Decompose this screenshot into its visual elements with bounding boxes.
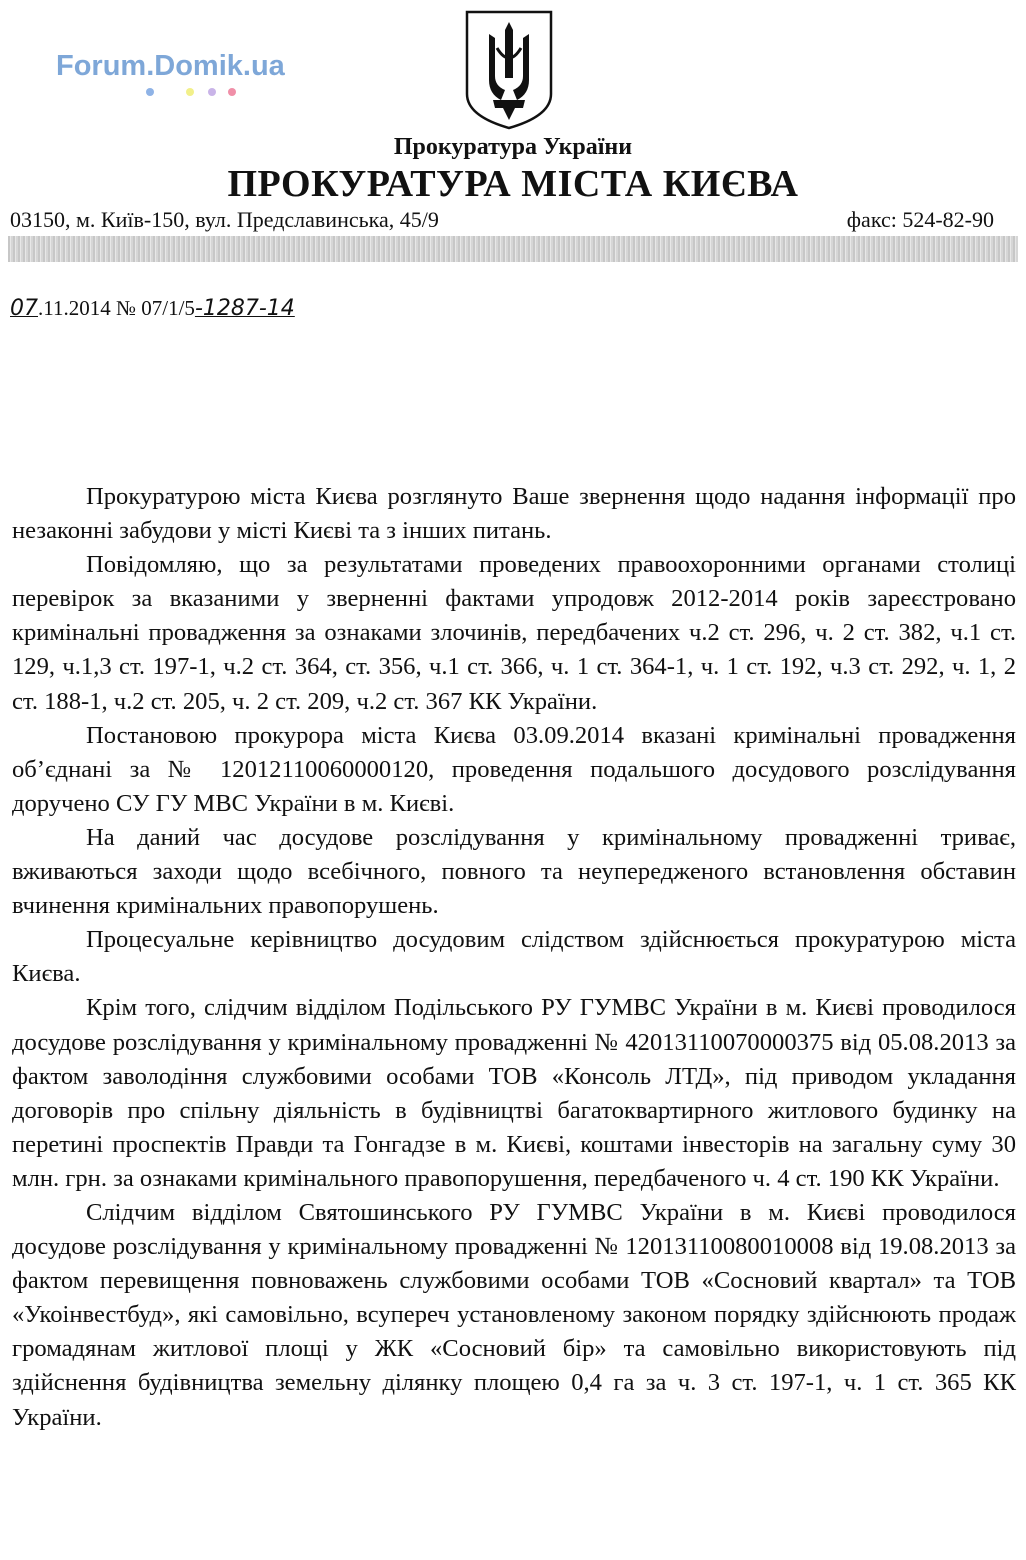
paragraph: Слідчим відділом Святошинського РУ ГУМВС України в м. Києві проводилося досудове розслідування у кримінальному провадженні № 12013110080010008 від 19.08.2013 за фактом перевищення повноважень службовими особами ТОВ «Сосновий квартал» та ТОВ «Укоінвестбуд», які самовільно, всупереч установленому законом порядку здійснюють продаж громадянам житлової площі у ЖК «Сосновий бір» та самовільно використовують під здійснення будівництва земельну ділянку площею 0,4 га за ч. 3 ст. 197-1, ч. 1 ст. 365 КК України. [12,1198,1016,1431]
document-reference [10,296,295,321]
watermark-dot [208,88,216,96]
paragraph: Повідомляю, що за результатами проведених правоохоронними органами столиці перевірок за вказаними у зверненні фактами упродовж 2012-2014 років зареєстровано кримінальні провадження за ознаками злочинів, передбачених ч.2 ст. 296, ч. 2 ст. 382, ч.1 ст. 129, ч.1,3 ст. 197-1, ч.2 ст. 364, ст. 356, ч.1 ст. 366, ч. 1 ст. 364-1, ч. 1 ст. 192, ч.3 ст. 292, ч. 1, 2 ст. 188-1, ч.2 ст. 205, ч. 2 ст. 209, ч.2 ст. 367 КК України. [12,551,1016,715]
organization-name: ПРОКУРАТУРА МІСТА КИЄВА [227,163,799,205]
letter-body [12,480,1016,1435]
trident-coat-of-arms-icon [463,8,555,132]
organization-parent-name: Прокуратура України [393,134,633,160]
paragraph: Процесуальне керівництво досудовим слідством здійснюється прокуратурою міста Києва. [12,926,1016,988]
organization-address: 03150, м. Київ-150, вул. Предславинська, 45/9 [10,207,439,232]
paragraph: Крім того, слідчим відділом Подільського РУ ГУМВС України в м. Києві проводилося досудове розслідування у кримінальному провадженні № 42013110070000375 від 05.08.2013 за фактом заволодіння службовими особами ТОВ «Консоль ЛТД», під приводом укладання договорів про спільну діяльність в будівництві багатоквартирного житлового будинку на перетині проспектів Правди та Гонгадзе в м. Києві, коштами інвесторів на загальну суму 30 млн. грн. за ознаками кримінального правопорушення, передбаченого ч. 4 ст. 190 КК України. [12,994,1016,1192]
reference-day: 07 [10,296,38,321]
header-divider [8,236,1018,262]
organization-fax: факс: 524-82-90 [846,207,994,232]
paragraph: Постановою прокурора міста Києва 03.09.2014 вказані кримінальні провадження об’єднані за № 12012110060000120, проведення подальшого досудового розслідування доручено СУ ГУ МВС України в м. Києві. [12,721,1016,817]
watermark-dot [186,88,194,96]
reference-date-number: .11.2014 № 07/1/5 [38,296,195,320]
watermark-dot [146,88,154,96]
reference-number-handwritten: -1287-14 [194,296,295,321]
paragraph: Прокуратурою міста Києва розглянуто Ваше звернення щодо надання інформації про незаконні забудови у місті Києві та з інших питань. [12,483,1016,545]
paragraph: На даний час досудове розслідування у кримінальному провадженні триває, вживаються заходи щодо всебічного, повного та неупередженого встановлення обставин вчинення кримінальних правопорушень. [12,823,1016,920]
watermark-logo: Forum.Domik.ua [56,50,285,82]
watermark-dot [228,88,236,96]
